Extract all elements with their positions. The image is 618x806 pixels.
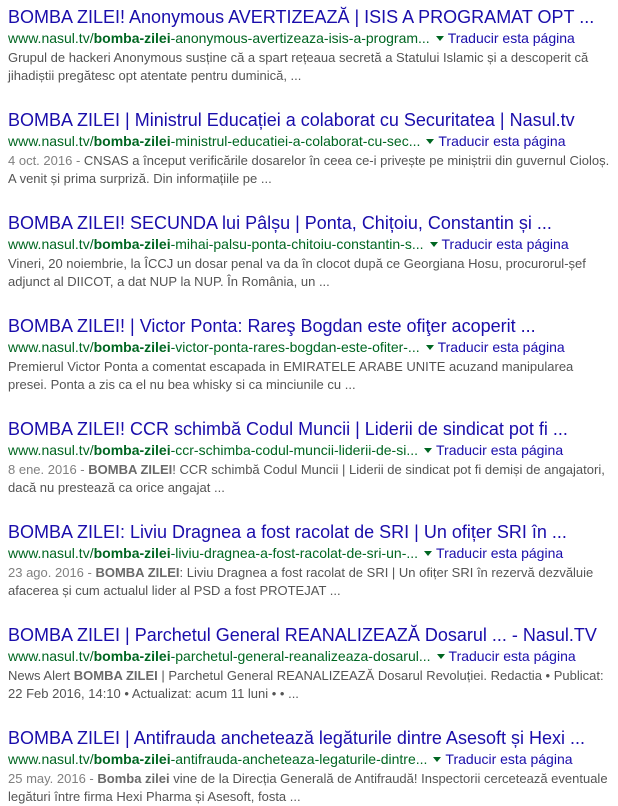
result-item (8, 418, 612, 497)
translate-link[interactable]: Traducir esta página (436, 442, 564, 458)
result-item (8, 727, 612, 806)
translate-link[interactable]: Traducir esta página (447, 30, 575, 46)
translate-link[interactable]: Traducir esta página (441, 236, 569, 252)
result-title-link[interactable]: BOMBA ZILEI | Ministrul Educației a colaborat cu Securitatea | Nasul.tv (8, 110, 575, 130)
result-url[interactable]: www.nasul.tv/bomba-zilei-ministrul-educatiei-a-colaborat-cu-sec... (8, 133, 421, 149)
result-url[interactable]: www.nasul.tv/bomba-zilei-mihai-palsu-ponta-chitoiu-constantin-s... (8, 236, 424, 252)
result-url[interactable]: www.nasul.tv/bomba-zilei-liviu-dragnea-a-fost-racolat-de-sri-un-... (8, 545, 419, 561)
result-title-link[interactable]: BOMBA ZILEI! CCR schimbă Codul Muncii | Liderii de sindicat pot fi ... (8, 419, 568, 439)
result-url-line (8, 29, 612, 48)
result-url-line (8, 441, 612, 460)
result-snippet: 4 oct. 2016 - CNSAS a început verificările dosarelor în ceea ce-i privește pe miniștrii din guvernul Cioloș. A venit și prima surpriză. Din informațiile pe ... (8, 153, 610, 186)
dropdown-arrow-icon[interactable] (424, 448, 432, 453)
translate-link[interactable]: Traducir esta página (448, 648, 576, 664)
result-item (8, 624, 612, 703)
dropdown-arrow-icon[interactable] (437, 654, 445, 659)
result-item (8, 109, 612, 188)
dropdown-arrow-icon[interactable] (436, 36, 444, 41)
translate-link[interactable]: Traducir esta página (437, 339, 565, 355)
result-title-link[interactable]: BOMBA ZILEI: Liviu Dragnea a fost racolat de SRI | Un ofițer SRI în ... (8, 522, 567, 542)
result-item (8, 212, 612, 291)
result-title-link[interactable]: BOMBA ZILEI | Antifrauda anchetează legăturile dintre Asesoft și Hexi ... (8, 728, 585, 748)
result-url-line (8, 235, 612, 254)
result-url-line (8, 750, 612, 769)
result-url-line (8, 338, 612, 357)
result-snippet: Vineri, 20 noiembrie, la ÎCCJ un dosar penal va da în clocot după ce Georgiana Hosu, procurorul-șef adjunct al DIICOT, a dat NUP la NUP. În România, un ... (8, 256, 586, 289)
dropdown-arrow-icon[interactable] (433, 757, 441, 762)
translate-link[interactable]: Traducir esta página (436, 545, 564, 561)
result-item (8, 521, 612, 600)
translate-link[interactable]: Traducir esta página (438, 133, 566, 149)
result-url-line (8, 544, 612, 563)
result-url[interactable]: www.nasul.tv/bomba-zilei-ccr-schimba-codul-muncii-liderii-de-si... (8, 442, 418, 458)
result-item (8, 315, 612, 394)
dropdown-arrow-icon[interactable] (424, 551, 432, 556)
dropdown-arrow-icon[interactable] (426, 139, 434, 144)
result-snippet: 25 may. 2016 - Bomba zilei vine de la Direcția Generală de Antifraudă! Inspectorii cercetează eventuale legături între firma Hexi Pharma și Asesoft, fosta ... (8, 771, 608, 804)
result-snippet: 23 ago. 2016 - BOMBA ZILEI: Liviu Dragnea a fost racolat de SRI | Un ofițer SRI în rezervă dezvăluie afacerea și cum actualul lider al PSD a fost PROTEJAT ... (8, 565, 594, 598)
result-url[interactable]: www.nasul.tv/bomba-zilei-parchetul-general-reanalizeaza-dosarul... (8, 648, 431, 664)
result-snippet: News Alert BOMBA ZILEI | Parchetul General REANALIZEAZĂ Dosarul Revoluției. Redactia • Publicat: 22 Feb 2016, 14:10 • Actualizat: acum 11 luni • • ... (8, 668, 604, 701)
result-title-link[interactable]: BOMBA ZILEI! Anonymous AVERTIZEAZĂ | ISIS A PROGRAMAT OPT ... (8, 7, 595, 27)
result-title-link[interactable]: BOMBA ZILEI | Parchetul General REANALIZEAZĂ Dosarul ... - Nasul.TV (8, 625, 597, 645)
result-snippet: 8 ene. 2016 - BOMBA ZILEI! CCR schimbă Codul Muncii | Liderii de sindicat pot fi demiși de angajatori, dacă nu prestează ca orice angajat ... (8, 462, 605, 495)
result-url[interactable]: www.nasul.tv/bomba-zilei-antifrauda-ancheteaza-legaturile-dintre... (8, 751, 428, 767)
result-url[interactable]: www.nasul.tv/bomba-zilei-victor-ponta-rares-bogdan-este-ofiter-... (8, 339, 420, 355)
dropdown-arrow-icon[interactable] (426, 345, 434, 350)
result-url[interactable]: www.nasul.tv/bomba-zilei-anonymous-avertizeaza-isis-a-program... (8, 30, 430, 46)
result-title-link[interactable]: BOMBA ZILEI! SECUNDA lui Pâlșu | Ponta, Chițoiu, Constantin și ... (8, 213, 552, 233)
result-item (8, 6, 612, 85)
result-snippet: Premierul Victor Ponta a comentat escapada in EMIRATELE ARABE UNITE acuzand manipularea presei. Ponta a zis ca el nu bea whisky si ca minciunile cu ... (8, 359, 574, 392)
translate-link[interactable]: Traducir esta página (445, 751, 573, 767)
result-title-link[interactable]: BOMBA ZILEI! | Victor Ponta: Rareş Bogdan este ofiţer acoperit ... (8, 316, 536, 336)
dropdown-arrow-icon[interactable] (430, 242, 438, 247)
result-url-line (8, 647, 612, 666)
result-snippet: Grupul de hackeri Anonymous susține că a spart rețeaua secretă a Statului Islamic și a descoperit că jihadiștii pregătesc opt atentate pentru duminică, ... (8, 50, 589, 83)
result-url-line (8, 132, 612, 151)
